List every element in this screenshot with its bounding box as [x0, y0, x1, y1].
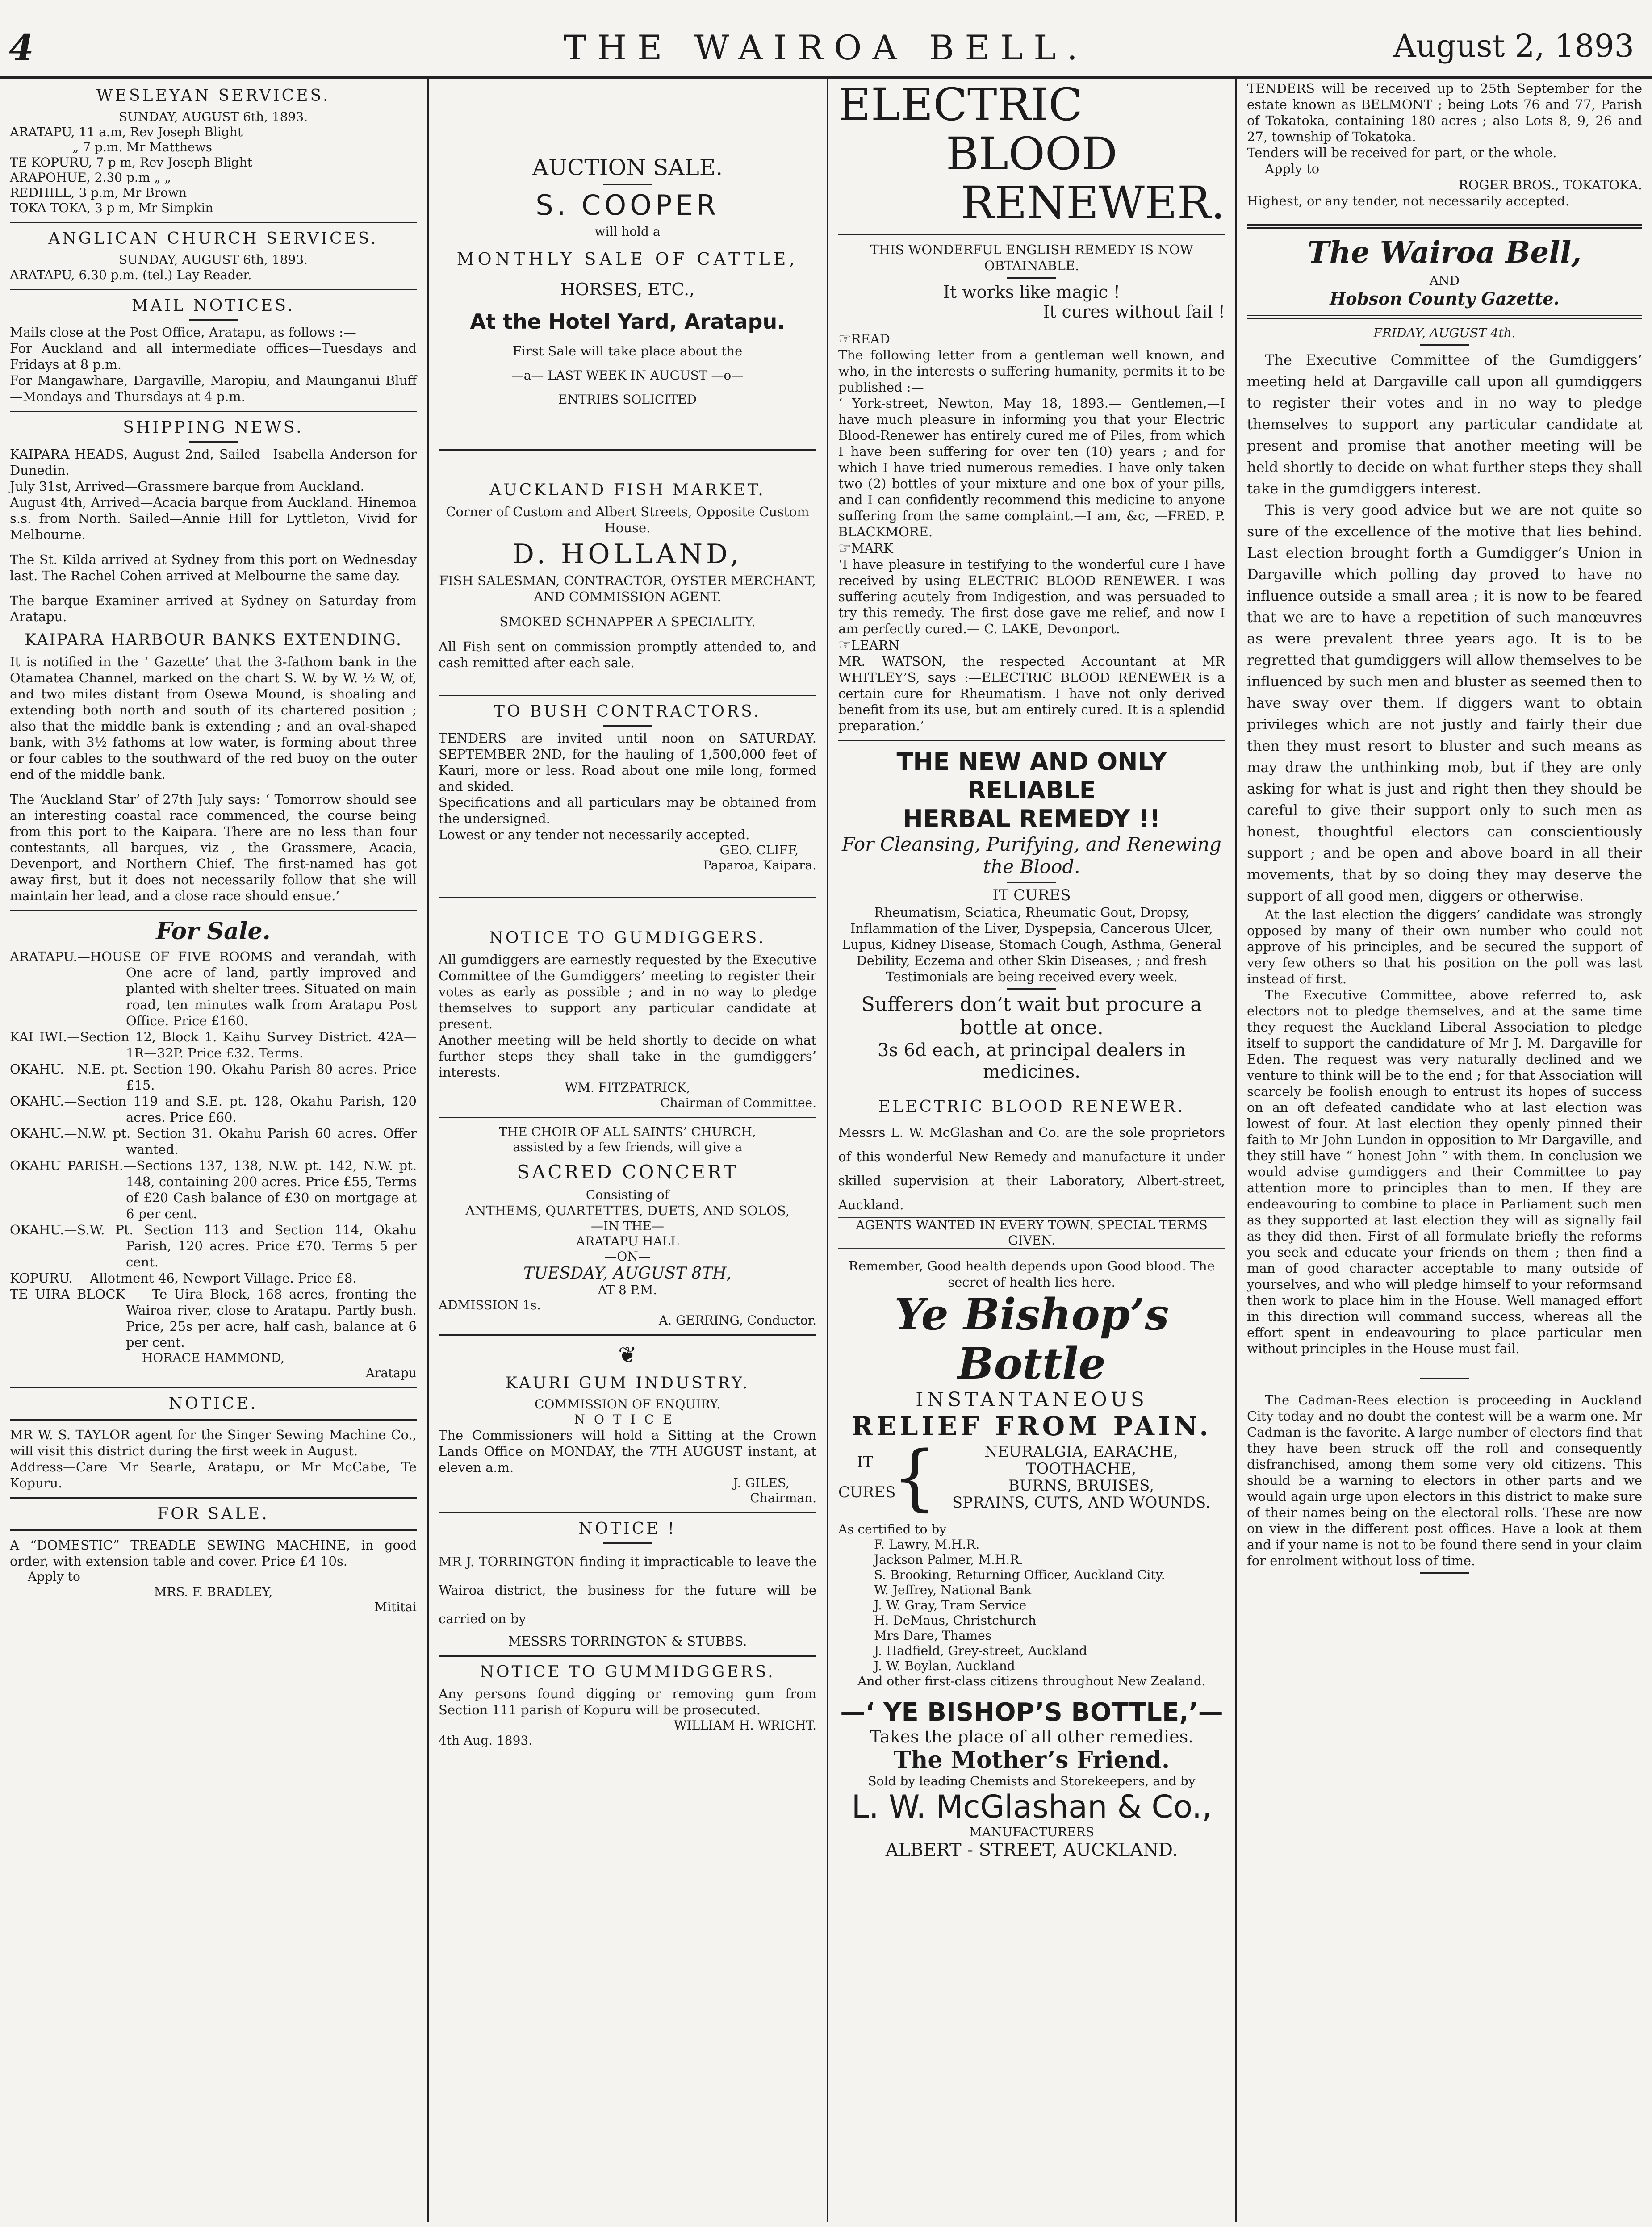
divider: [1420, 1572, 1469, 1574]
bush-text: Lowest or any tender not necessarily accepted.: [439, 827, 750, 842]
editorial-date: FRIDAY, AUGUST 4th.: [1373, 326, 1516, 340]
anglican-heading: ANGLICAN CHURCH SERVICES.: [48, 230, 378, 248]
wesleyan-heading: WESLEYAN SERVICES.: [96, 87, 330, 105]
service-line: „ 7 p.m. Mr Matthews: [72, 140, 213, 155]
tenders-firm: ROGER BROS., TOKATOKA.: [1458, 177, 1642, 192]
divider: [439, 1512, 816, 1513]
kauri-notice: NOTICE: [574, 1412, 681, 1427]
wesleyan-date: SUNDAY, AUGUST 6th, 1893.: [118, 109, 308, 124]
service-line: TE KOPURU, 7 p m, Rev Joseph Blight: [10, 155, 252, 170]
certifier: S. Brooking, Returning Officer, Auckland City.: [874, 1567, 1165, 1582]
certifier: F. Lawry, M.H.R.: [874, 1537, 980, 1552]
divider: [10, 289, 417, 290]
mark-label: MARK: [851, 541, 893, 556]
divider: [1007, 988, 1056, 990]
signature-place: Paparoa, Kaipara.: [703, 858, 816, 873]
spacer: [1247, 209, 1642, 218]
pointing-hand-icon: ☞: [838, 636, 851, 653]
bush-text: TENDERS are invited until noon on SATURDAY. SEPTEMBER 2ND, for the hauling of 1,500,000 feet of Kauri, more or less. Road about one mile long, formed and skided.: [439, 731, 816, 794]
sale-item: OKAHU PARISH.—Sections 137, 138, N.W. pt. 142, N.W. pt. 148, containing 200 acres. Price £55, Terms of £20 Cash balance of £30 on mortgage at 6 per cent.: [10, 1158, 417, 1221]
auction-text: will hold a: [594, 224, 661, 239]
divider: [10, 910, 417, 911]
spacer: [439, 383, 816, 392]
shipping-para: KAIPARA HEADS, August 2nd, Sailed—Isabella Anderson for Dunedin.: [10, 447, 417, 478]
divider: [1420, 1378, 1469, 1379]
mothers-friend: The Mother’s Friend.: [893, 1747, 1170, 1774]
spacer: [838, 1082, 1225, 1091]
divider: [603, 1542, 652, 1544]
manufacturers-label: MANUFACTURERS: [969, 1825, 1094, 1839]
mail-heading: MAIL NOTICES.: [131, 297, 295, 315]
spacer: [439, 300, 816, 309]
fish-special: SMOKED SCHNAPPER A SPECIALITY.: [499, 614, 756, 629]
editorial-para: The Executive Committee, above referred to, ask electors not to pledge themselves, and at the same time they request the Auckland Liberal Association to pledge itself to support the candidature of Mr J. M. Dargaville for Eden. The request was very naturally declined and we venture to think will be to the end ; for that Association will scarcely be foolish enough to entrust its hopes of success on an oft defeated candidate who at last election was lowest of four. At last election they openly pinned their faith to Mr John Lundon in opposition to Mr Dargaville, and they still have “ honest John ” with them. In conclusion we would advise gumdiggers and their Committee to pay attention more to principles than to men. If they are endeavouring to combine to place in Parliament such men as they supported at last election they will as signally fail as they did then. First of all formulate briefly the reforms you seek and educate your friends on them ; then find a man of good character acceptable to many outside of yourselves, and who will pledge himself to your reformsand then work to place him in the House. Well managed effort in this direction will command success, whereas all the effort spent in endeavouring to place particular men without principles in the House must fail.: [1247, 987, 1642, 1356]
newspaper-title: THE WAIROA BELL.: [564, 28, 1088, 67]
takes-place: Takes the place of all other remedies.: [870, 1727, 1194, 1747]
signature: MRS. F. BRADLEY,: [154, 1584, 273, 1599]
other-citizens: And other first-class citizens throughout New Zealand.: [857, 1674, 1206, 1688]
ad-heading-1: ELECTRIC: [838, 80, 1083, 131]
for-sale-heading: For Sale.: [156, 918, 271, 945]
spacer: [439, 630, 816, 639]
torr-heading: NOTICE !: [578, 1520, 677, 1538]
ad-heading-3: RENEWER.: [961, 177, 1225, 229]
signature: GEO. CLIFF,: [719, 843, 799, 857]
divider: [1420, 344, 1469, 346]
shipping-para: August 4th, Arrived—Acacia barque from Auckland. Hinemoa s.s. from North. Sailed—Annie Hill for Lyttleton, Vivid for Melbourne.: [10, 495, 417, 542]
forsale2-text: A “DOMESTIC” TREADLE SEWING MACHINE, in good order, with extension table and cover. Price £4 10s.: [10, 1538, 417, 1569]
editorial-para: The Cadman-Rees election is proceeding in Auckland City today and no doubt the contest will be a warm one. Mr Cadman is the favorite. A large number of electors find that they have been struck off the roll and consequently disfranchised, among them some very old citizens. This should be a warning to electors in other parts and we would again urge upon electors in this district to make sure of their names being on the electoral rolls. These are now on view in the different post offices. Have a look at them and if your name is not to be found there send in your claim for enrolment without loss of time.: [1247, 1392, 1642, 1568]
divider: [1007, 277, 1056, 279]
spacer: [1247, 1383, 1642, 1392]
spacer: [439, 239, 816, 248]
divider: [1247, 224, 1642, 229]
mail-line: For Mangawhare, Dargaville, Maropiu, and Maunganui Bluff—Mondays and Thursdays at 4 p.m.: [10, 373, 417, 404]
auction-text: First Sale will take place about the: [512, 343, 743, 359]
spacer: [439, 905, 816, 923]
tenders-text: Highest, or any tender, not necessarily accepted.: [1247, 193, 1569, 209]
auctioneer-name: S. COOPER: [535, 189, 719, 221]
cures-list: Rheumatism, Sciatica, Rheumatic Gout, Dropsy, Inflammation of the Liver, Dyspepsia, Cancerous Ulcer, Lupus, Kidney Disease, Stomach Cough, Asthma, General Debility, Eczema and other Skin Diseases, ; and fresh Testimonials are being received every week.: [842, 905, 1221, 984]
spacer: [10, 543, 417, 552]
signature: A. GERRING, Conductor.: [659, 1313, 816, 1328]
ad-tagline: It cures without fail !: [1043, 302, 1225, 322]
divider: [189, 441, 238, 443]
choir-text: Consisting of: [586, 1187, 669, 1202]
certifier: J. W. Boylan, Auckland: [874, 1659, 1015, 1673]
bishop-heading: Ye Bishop’s Bottle: [894, 1289, 1169, 1389]
service-line: ARATAPU, 11 a.m, Rev Joseph Blight: [10, 125, 243, 139]
signature: WM. FITZPATRICK,: [565, 1080, 690, 1095]
divider: [189, 319, 238, 321]
gum-text: All gumdiggers are earnestly requested by the Executive Committee of the Gumdiggers’ meeting to register their votes as early as possible ; and in no way to pledge themselves to support any particular candidate at present.: [439, 952, 816, 1032]
divider: [1007, 882, 1056, 883]
divider: [838, 234, 1225, 235]
fish-heading: AUCKLAND FISH MARKET.: [489, 481, 765, 499]
paper-name: The Wairoa Bell,: [1307, 235, 1582, 270]
signature: J. GILES,: [733, 1475, 790, 1490]
spacer: [838, 322, 1225, 330]
divider: [603, 184, 652, 185]
divider: [439, 1117, 816, 1118]
certifier: Jackson Palmer, M.H.R.: [874, 1552, 1024, 1567]
editorial-para: The Executive Committee of the Gumdiggers’ meeting held at Dargaville call upon all gumdiggers to register their votes and in no way to pledge themselves to support any particular candidate at present and promise that another meeting will be held shortly to decide on what further steps they shall take in the gumdiggers interest.: [1247, 351, 1642, 497]
auction-text: —a— LAST WEEK IN AUGUST —o—: [511, 368, 744, 383]
ad-heading-2: BLOOD: [945, 128, 1118, 180]
editorial-para: At the last election the diggers’ candidate was strongly opposed by many of their own number who could not approve of his principles, and be secured the support of very few others so that his position on the poll was last instead of first.: [1247, 907, 1642, 986]
sale-item: ARATAPU.—HOUSE OF FIVE ROOMS and verandah, with One acre of land, partly improved and planted with shelter trees. Situated on main road, ten minutes walk from Aratapu Post Office. Price £160.: [10, 949, 417, 1028]
read-label: READ: [851, 331, 890, 347]
ailment: BURNS, BRUISES,: [1008, 1477, 1154, 1495]
gum-text: Another meeting will be held shortly to decide on what further steps they shall take in the gumdiggers’ interests.: [439, 1032, 816, 1080]
service-line: TOKA TOKA, 3 p m, Mr Simpkin: [10, 201, 213, 215]
spacer: [439, 116, 816, 152]
sufferers-text: Sufferers don’t wait but procure a bottle at once.: [861, 993, 1202, 1039]
price-text: 3s 6d each, at principal dealers in medicines.: [877, 1040, 1186, 1082]
sale-item: OKAHU.—N.W. pt. Section 31. Okahu Parish 60 acres. Offer wanted.: [10, 1126, 417, 1157]
instantaneous: INSTANTANEOUS: [916, 1388, 1148, 1411]
anglican-date: SUNDAY, AUGUST 6th, 1893.: [118, 252, 308, 267]
auction-text: HORSES, ETC.,: [560, 280, 695, 299]
harbour-heading: KAIPARA HARBOUR BANKS EXTENDING.: [24, 631, 402, 649]
cures-label: CURES: [838, 1483, 896, 1501]
choir-text: ANTHEMS, QUARTETTES, DUETS, AND SOLOS,: [465, 1203, 790, 1218]
divider: [10, 1529, 417, 1531]
shipping-para: July 31st, Arrived—Grassmere barque from Auckland.: [10, 479, 364, 494]
divider: [10, 222, 417, 223]
spacer: [439, 334, 816, 343]
divider: [838, 740, 1225, 741]
choir-date: TUESDAY, AUGUST 8TH,: [523, 1264, 732, 1283]
sale-item: KOPURU.— Allotment 46, Newport Village. Price £8.: [10, 1270, 357, 1286]
testimonial: ‘I have pleasure in testifying to the wonderful cure I have received by using ELECTRIC BLOOD RENEWER. I was suffering acutely from Indigestion, and was persuaded to try this remedy. The first dose gave me relief, and now I am perfectly cured.— C. LAKE, Devonport.: [838, 557, 1225, 636]
auction-venue: At the Hotel Yard, Aratapu.: [470, 309, 785, 334]
manufacturer-address: ALBERT - STREET, AUCKLAND.: [885, 1840, 1178, 1860]
certifier: W. Jeffrey, National Bank: [874, 1583, 1032, 1597]
column-3: [828, 80, 1235, 2219]
column-4: [1237, 80, 1652, 2219]
spacer: [439, 457, 816, 475]
spacer: [1247, 1357, 1642, 1375]
bush-text: Specifications and all particulars may be obtained from the undersigned.: [439, 795, 816, 826]
cures-heading: IT CURES: [992, 886, 1071, 904]
sale-item: TE UIRA BLOCK — Te Uira Block, 168 acres, fronting the Wairoa river, close to Aratapu. Partly bush. Price, 25s per acre, half cash, balance at 6 per cent.: [10, 1287, 417, 1350]
choir-heading: THE CHOIR OF ALL SAINTS’ CHURCH,: [499, 1124, 756, 1139]
divider: [439, 1334, 816, 1336]
sold-by: Sold by leading Chemists and Storekeepers, and by: [868, 1774, 1196, 1788]
shipping-para: The St. Kilda arrived at Sydney from this port on Wednesday last. The Rachel Cohen arrived at Melbourne the same day.: [10, 552, 417, 583]
spacer: [838, 1249, 1225, 1258]
certifier: Mrs Dare, Thames: [874, 1628, 992, 1643]
torr-text: MR J. TORRINGTON finding it impracticable to leave the Wairoa district, the business for the future will be carried on by: [439, 1554, 816, 1626]
page-number: 4: [9, 27, 34, 69]
issue-date: August 2, 1893: [1393, 28, 1634, 64]
ailment: NEURALGIA, EARACHE, TOOTHACHE,: [984, 1443, 1178, 1478]
concert-title: SACRED CONCERT: [517, 1161, 738, 1183]
certifier: H. DeMaus, Christchurch: [874, 1613, 1037, 1628]
ad-purpose: For Cleansing, Purifying, and Renewing the Blood.: [842, 833, 1221, 877]
remember-text: Remember, Good health depends upon Good blood. The secret of health lies here.: [848, 1258, 1215, 1290]
ebr-heading: ELECTRIC BLOOD RENEWER.: [878, 1098, 1185, 1116]
shipping-heading: SHIPPING NEWS.: [123, 418, 304, 437]
tenders-text: TENDERS will be received up to 25th September for the estate known as BELMONT ; being Lots 76 and 77, Parish of Tokatoka, containing 180 acres ; also Lots 8, 9, 26 and 27, township of Tokatoka.: [1247, 81, 1642, 144]
divider: [439, 1655, 816, 1657]
gum-heading: NOTICE TO GUMDIGGERS.: [489, 929, 766, 947]
signature-place: Mititai: [374, 1600, 417, 1614]
ailments-block: [838, 1435, 1225, 1519]
harbour-para: It is notified in the ‘ Gazette’ that the 3-fathom bank in the Otamatea Channel, marked on the chart S. W. by W. ½ W, of, and two miles distant from Osewa Mound, is shoaling and extending both north and south of its chartered position ; also that the middle bank is extending ; and an oval-shaped bank, with 3½ fathoms at low water, is forming about three or four cables to the southward of the red buoy on the outer end of the middle bank.: [10, 654, 417, 782]
spacer: [439, 407, 816, 443]
sale-item: OKAHU.—Section 119 and S.E. pt. 128, Okahu Parish, 120 acres. Price £60.: [10, 1094, 417, 1125]
choir-hall: ARATAPU HALL: [576, 1234, 679, 1249]
auction-text: ENTRIES SOLICITED: [558, 392, 697, 407]
service-line: REDHILL, 3 p.m, Mr Brown: [10, 185, 187, 200]
divider: [439, 897, 816, 898]
learn-label: LEARN: [851, 638, 900, 653]
pointing-hand-icon: ☞: [838, 539, 851, 556]
brace-icon: {: [892, 1435, 937, 1519]
spacer: [838, 1689, 1225, 1698]
ad-headline: HERBAL REMEDY !!: [903, 805, 1161, 833]
choir-sub: assisted by a few friends, will give a: [513, 1140, 742, 1154]
choir-time: AT 8 P.M.: [598, 1283, 657, 1297]
signature: HORACE HAMMOND,: [142, 1350, 285, 1365]
proprietors-text: Messrs L. W. McGlashan and Co. are the sole proprietors of this wonderful New Remedy and manufacture it under skilled supervision at their Laboratory, Albert-street, Auckland.: [838, 1125, 1225, 1212]
editorial-para: This is very good advice but we are not quite so sure of the excellence of the motive that lies behind. Last election brought forth a Gumdigger’s Union in Dargaville which polling day proved to have no influence outside a small area ; it is now to be feared that we are to have a repetition of such manœuvres as were prevalent three years ago. It is to be regretted that gumdiggers will allow themselves to be influenced by such men and bluster as seemed then to have sway over them. If diggers want to obtain privileges which are not justly and fairly their due then they must resort to bluster and such means as may draw the unthinking mob, but if they are only asking for what is just and right then they should be careful to give their support only to such men as honest, thoughtful electors can conscientiously support ; and be open and above board in all their movements, that by so doing they may deserve the support of all good men, diggers or otherwise.: [1247, 501, 1642, 904]
column-2: [429, 80, 826, 2219]
fish-text: All Fish sent on commission promptly attended to, and cash remitted after each sale.: [439, 639, 816, 670]
kauri-sub: COMMISSION OF ENQUIRY.: [535, 1397, 720, 1412]
anglican-line: ARATAPU, 6.30 p.m. (tel.) Lay Reader.: [10, 267, 252, 282]
paper-and: AND: [1429, 273, 1460, 288]
divider: [1247, 315, 1642, 319]
notice-text: MR W. S. TAYLOR agent for the Singer Sewing Machine Co., will visit this district during the first week in August.: [10, 1427, 417, 1458]
divider: [10, 1419, 417, 1421]
fish-name: D. HOLLAND,: [512, 539, 743, 570]
read-text: The following letter from a gentleman well known, and who, in the interests o suffering humanity, permits it to be published :—: [838, 347, 1225, 395]
mail-line: For Auckland and all intermediate offices—Tuesdays and Fridays at 8 p.m.: [10, 341, 417, 372]
ad-headline: THE NEW AND ONLY RELIABLE: [896, 748, 1167, 804]
divider: [439, 449, 816, 451]
bush-heading: TO BUSH CONTRACTORS.: [494, 702, 761, 721]
masthead: [0, 0, 1652, 79]
apply-to: Apply to: [28, 1569, 80, 1584]
ad-tagline: It works like magic !: [943, 282, 1121, 302]
sale-item: OKAHU.—S.W. Pt. Section 113 and Section 114, Okahu Parish, 120 acres. Price £70. Terms 5 per cent.: [10, 1222, 417, 1270]
ailment: SPRAINS, CUTS, AND WOUNDS.: [952, 1494, 1210, 1512]
spacer: [439, 671, 816, 689]
spacer: [439, 873, 816, 891]
relief-heading: RELIEF FROM PAIN.: [851, 1411, 1212, 1441]
tenders-text: Tenders will be received for part, or the whole.: [1247, 145, 1557, 160]
ad-sub: THIS WONDERFUL ENGLISH REMEDY IS NOW OBTAINABLE.: [870, 242, 1193, 273]
apply-to: Apply to: [1265, 161, 1320, 176]
kauri-heading: KAURI GUM INDUSTRY.: [505, 1374, 750, 1392]
kauri-text: The Commissioners will hold a Sitting at the Crown Lands Office on MONDAY, the 7TH AUGUST instant, at eleven a.m.: [439, 1428, 816, 1475]
spacer: [10, 782, 417, 791]
mail-line: Mails close at the Post Office, Aratapu, as follows :—: [10, 325, 356, 340]
ornament-icon: ❦: [618, 1342, 637, 1368]
certifier-list: [838, 1537, 1225, 1674]
divider: [603, 725, 652, 727]
it-label: IT: [857, 1453, 874, 1471]
spacer: [439, 80, 816, 116]
certified-label: As certified to by: [838, 1522, 947, 1537]
certifier: J. W. Gray, Tram Service: [874, 1598, 1027, 1613]
choir-text: —IN THE—: [591, 1219, 664, 1233]
auction-heading: AUCTION SALE.: [532, 155, 723, 180]
forsale2-heading: FOR SALE.: [157, 1505, 269, 1523]
choir-text: —ON—: [604, 1249, 651, 1264]
signature-role: Chairman.: [750, 1491, 816, 1505]
fish-trade: FISH SALESMAN, CONTRACTOR, OYSTER MERCHANT, AND COMMISSION AGENT.: [439, 573, 816, 604]
service-line: ARAPOHUE, 2.30 p.m „ „: [10, 170, 171, 185]
gum2-text: Any persons found digging or removing gum from Section 111 parish of Kopuru will be prosecuted.: [439, 1686, 816, 1717]
torr-firm: MESSRS TORRINGTON & STUBBS.: [508, 1634, 747, 1649]
testimonial: ‘ York-street, Newton, May 18, 1893.— Gentlemen,—I have much pleasure in informing you that your Electric Blood-Renewer has entirely cured me of Piles, from which I have been suffering for over ten (10) years ; and for which I have tried numerous remedies. I have only taken two (2) bottles of your mixture and one box of your pills, and I can confidently recommend this medicine to anyone suffering from the same complaint.—I am, &c, —FRED. P. BLACKMORE.: [838, 396, 1225, 539]
certifier: J. Hadfield, Grey-street, Auckland: [874, 1643, 1087, 1658]
signature-place: Aratapu: [365, 1366, 417, 1380]
divider: [10, 411, 417, 412]
divider: [10, 1387, 417, 1388]
manufacturer-name: L. W. McGlashan & Co.,: [851, 1788, 1212, 1825]
gum2-date: 4th Aug. 1893.: [439, 1733, 533, 1748]
gum2-heading: NOTICE TO GUMMIDGGERS.: [480, 1663, 775, 1681]
notice-address: Address—Care Mr Searle, Aratapu, or Mr McCabe, Te Kopuru.: [10, 1459, 417, 1491]
column-1: [0, 80, 427, 2219]
divider: [439, 695, 816, 696]
notice-heading: NOTICE.: [168, 1395, 258, 1413]
signature-role: Chairman of Committee.: [660, 1095, 816, 1110]
fish-address: Corner of Custom and Albert Streets, Opposite Custom House.: [446, 504, 809, 535]
spacer: [439, 270, 816, 279]
bishop-tagline: —‘ YE BISHOP’S BOTTLE,’—: [840, 1698, 1223, 1727]
choir-admission: ADMISSION 1s.: [439, 1298, 541, 1312]
agents-text: AGENTS WANTED IN EVERY TOWN. SPECIAL TERMS GIVEN.: [838, 1217, 1225, 1249]
pointing-hand-icon: ☞: [838, 330, 851, 347]
divider: [10, 1497, 417, 1499]
shipping-para: The barque Examiner arrived at Sydney on Saturday from Aratapu.: [10, 593, 417, 624]
spacer: [439, 605, 816, 614]
signature: WILLIAM H. WRIGHT.: [673, 1718, 816, 1733]
harbour-para: The ‘Auckland Star’ of 27th July says: ‘ Tomorrow should see an interesting coastal race commenced, the course being from this port to the Kaipara. There are no less than four contestants, all barques, viz , the Grassmere, Acacia, Devenport, and Northern Chief. The first-named has got away first, but it does not necessarily follow that she will maintain her lead, and a close race should ensue.’: [10, 792, 417, 903]
spacer: [439, 359, 816, 368]
sale-item: OKAHU.—N.E. pt. Section 190. Okahu Parish 80 acres. Price £15.: [10, 1061, 417, 1093]
auction-text: MONTHLY SALE OF CATTLE,: [456, 249, 799, 269]
spacer: [10, 584, 417, 593]
paper-gazette: Hobson County Gazette.: [1330, 288, 1560, 309]
sale-item: KAI IWI.—Section 12, Block 1. Kaihu Survey District. 42A—1R—32P. Price £32. Terms.: [10, 1029, 417, 1061]
testimonial: MR. WATSON, the respected Accountant at MR WHITLEY’S, says :—ELECTRIC BLOOD RENEWER is a certain cure for Rheumatism. I have not only derived benefit from its use, but am entirely cured. It is a splendid preparation.’: [838, 654, 1225, 733]
